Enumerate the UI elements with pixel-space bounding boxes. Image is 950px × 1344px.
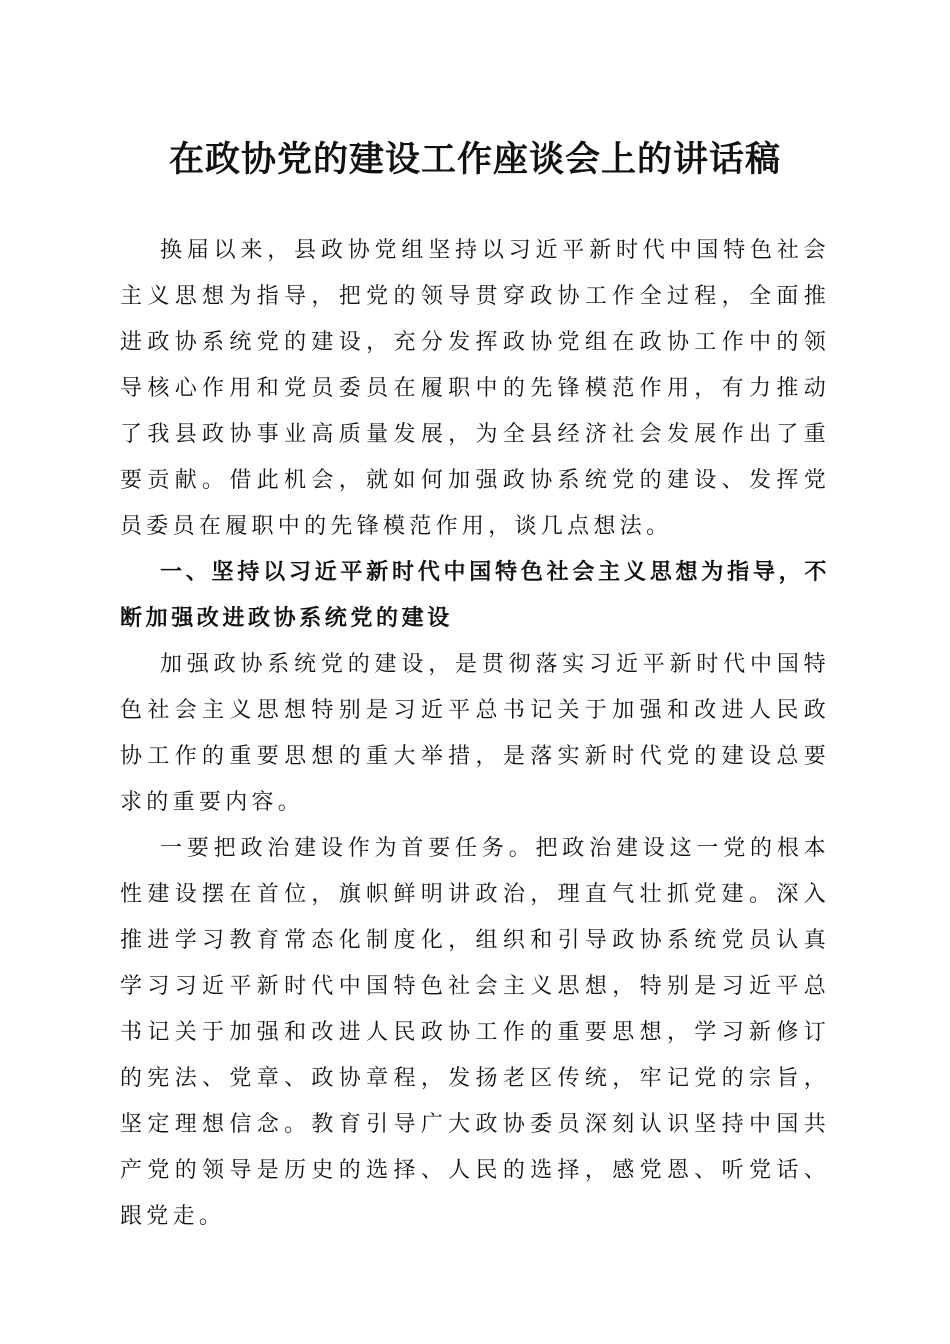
section-heading-1: 一、坚持以习近平新时代中国特色社会主义思想为指导，不断加强改进政协系统党的建设 bbox=[120, 560, 830, 631]
intro-paragraph: 换届以来，县政协党组坚持以习近平新时代中国特色社会主义思想为指导，把党的领导贯穿政协工作全过程，全面推进政协系统党的建设，充分发挥政协党组在政协工作中的领导核心作用和党员委员在履职中的先锋模范作用，有力推动了我县政协事业高质量发展，为全县经济社会发展作出了重要贡献。借此机会，就如何加强政协系统党的建设、发挥党员委员在履职中的先锋模范作用，谈几点想法。 bbox=[120, 238, 830, 539]
document-body bbox=[120, 228, 830, 1240]
section-1-paragraph-1: 加强政协系统党的建设，是贯彻落实习近平新时代中国特色社会主义思想特别是习近平总书记关于加强和改进人民政协工作的重要思想的重大举措，是落实新时代党的建设总要求的重要内容。 bbox=[120, 652, 830, 815]
section-1-paragraph-2: 一要把政治建设作为首要任务。把政治建设这一党的根本性建设摆在首位，旗帜鲜明讲政治，理直气壮抓党建。深入推进学习教育常态化制度化，组织和引导政协系统党员认真学习习近平新时代中国特色社会主义思想，特别是习近平总书记关于加强和改进人民政协工作的重要思想，学习新修订的宪法、党章、政协章程，发扬老区传统，牢记党的宗旨，坚定理想信念。教育引导广大政协委员深刻认识坚持中国共产党的领导是历史的选择、人民的选择，感党恩、听党话、跟党走。 bbox=[120, 836, 830, 1229]
document-title: 在政协党的建设工作座谈会上的讲话稿 bbox=[168, 139, 781, 180]
